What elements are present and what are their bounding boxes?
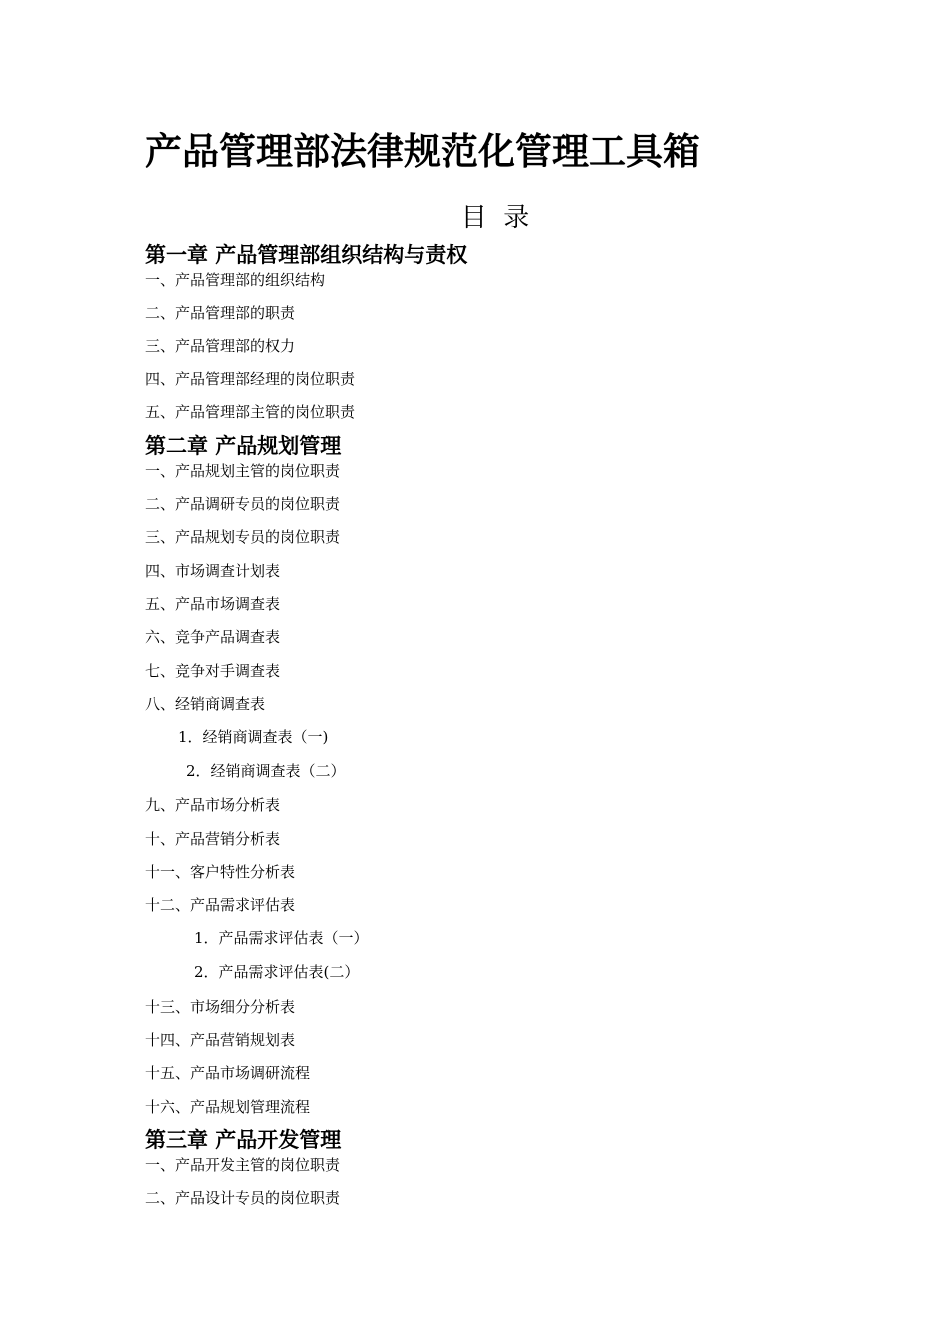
- toc-item: 十四、产品营销规划表: [145, 1031, 296, 1049]
- toc-item: 八、经销商调查表: [145, 695, 266, 713]
- toc-item: 六、竞争产品调查表: [145, 628, 281, 646]
- toc-item: 一、产品开发主管的岗位职责: [145, 1156, 341, 1174]
- toc-subitem: 2．产品需求评估表(二）: [194, 963, 360, 981]
- toc-item: 一、产品管理部的组织结构: [145, 271, 326, 289]
- toc-subitem: 1．经销商调查表（一): [178, 728, 329, 746]
- chapter-heading: 第三章 产品开发管理: [145, 1127, 342, 1152]
- toc-item: 三、产品管理部的权力: [145, 337, 296, 355]
- toc-subitem: 2．经销商调查表（二）: [186, 762, 346, 780]
- toc-item: 十三、市场细分分析表: [145, 998, 296, 1016]
- toc-item: 十五、产品市场调研流程: [145, 1064, 311, 1082]
- chapter-heading: 第一章 产品管理部组织结构与责权: [145, 242, 468, 267]
- toc-item: 十二、产品需求评估表: [145, 896, 296, 914]
- toc-item: 四、产品管理部经理的岗位职责: [145, 370, 356, 388]
- toc-item: 四、市场调查计划表: [145, 562, 281, 580]
- toc-item: 五、产品市场调查表: [145, 595, 281, 613]
- document-title: 产品管理部法律规范化管理工具箱: [145, 129, 700, 173]
- toc-item: 二、产品管理部的职责: [145, 304, 296, 322]
- toc-item: 三、产品规划专员的岗位职责: [145, 528, 341, 546]
- toc-heading: 目 录: [460, 203, 530, 233]
- toc-item: 十、产品营销分析表: [145, 830, 281, 848]
- toc-item: 二、产品设计专员的岗位职责: [145, 1189, 341, 1207]
- toc-item: 十一、客户特性分析表: [145, 863, 296, 881]
- toc-subitem: 1．产品需求评估表（一）: [194, 929, 369, 947]
- chapter-heading: 第二章 产品规划管理: [145, 433, 342, 458]
- toc-item: 十六、产品规划管理流程: [145, 1098, 311, 1116]
- toc-item: 五、产品管理部主管的岗位职责: [145, 403, 356, 421]
- toc-item: 九、产品市场分析表: [145, 796, 281, 814]
- toc-item: 一、产品规划主管的岗位职责: [145, 462, 341, 480]
- toc-item: 七、竞争对手调查表: [145, 662, 281, 680]
- toc-item: 二、产品调研专员的岗位职责: [145, 495, 341, 513]
